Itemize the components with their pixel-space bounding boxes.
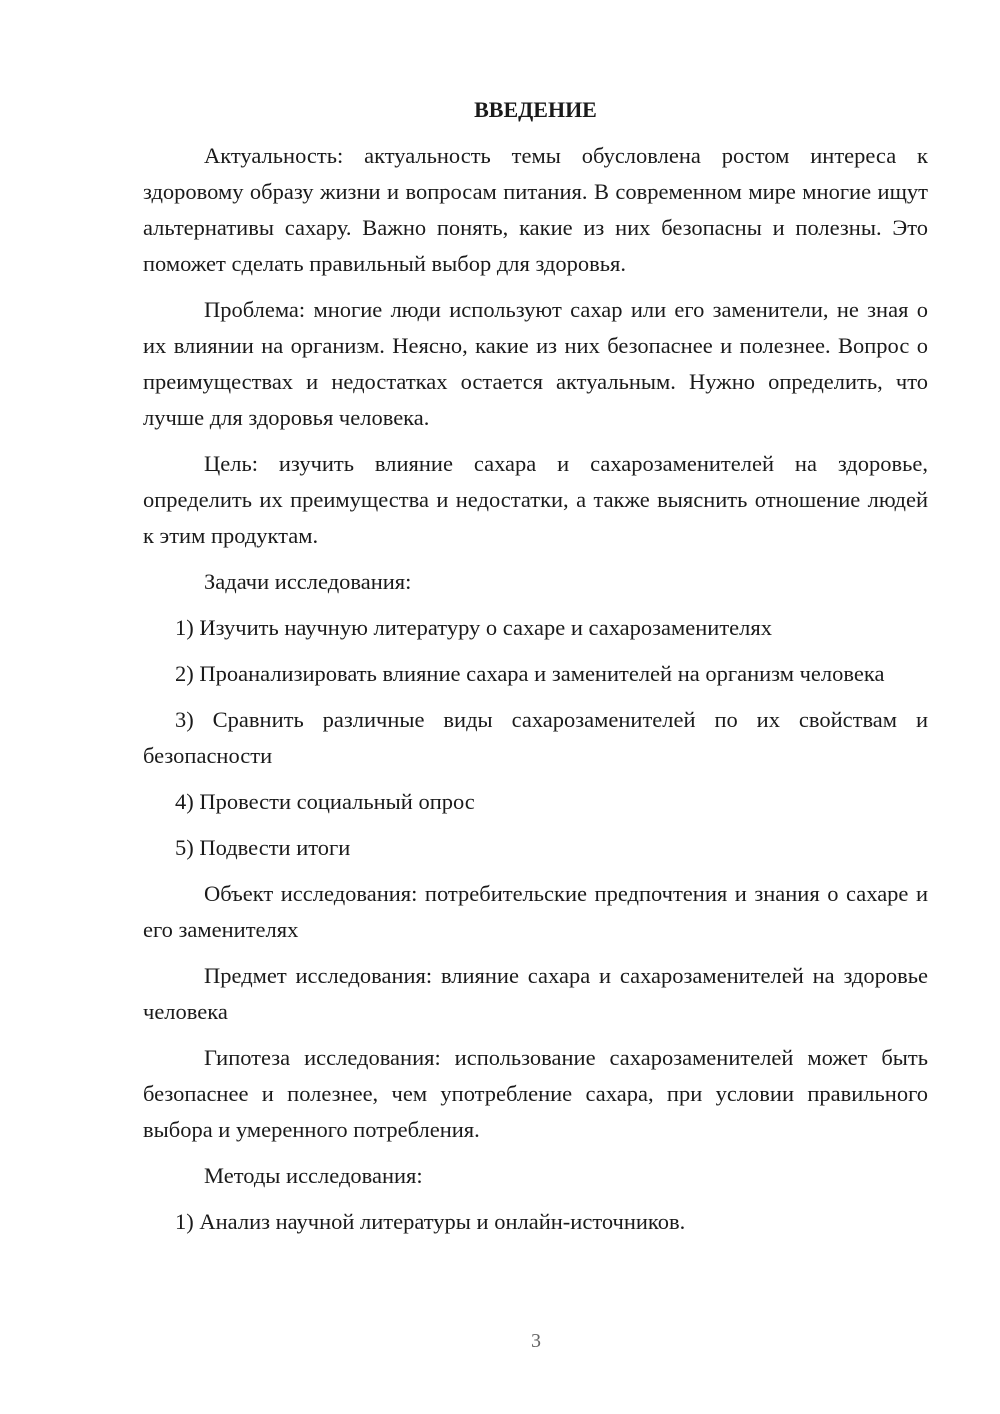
task-item-1: 1) Изучить научную литературу о сахаре и сахарозаменителях bbox=[175, 615, 772, 640]
document-page bbox=[143, 94, 928, 1250]
task-item-3: 3) Сравнить различные виды сахарозаменителей по их свойствам и безопасности bbox=[143, 707, 928, 768]
page-title: ВВЕДЕНИЕ bbox=[474, 97, 597, 122]
object-paragraph: Объект исследования: потребительские предпочтения и знания о сахаре и его заменителях bbox=[143, 881, 928, 942]
method-item-1: 1) Анализ научной литературы и онлайн-источников. bbox=[175, 1209, 686, 1234]
methods-heading: Методы исследования: bbox=[204, 1163, 423, 1188]
subject-paragraph: Предмет исследования: влияние сахара и сахарозаменителей на здоровье человека bbox=[143, 963, 928, 1024]
relevance-paragraph: Актуальность: актуальность темы обусловлена ростом интереса к здоровому образу жизни и вопросам питания. В современном мире многие ищут альтернативы сахару. Важно понять, какие из них безопасны и полезны. Это поможет сделать правильный выбор для здоровья. bbox=[143, 143, 928, 276]
goal-paragraph: Цель: изучить влияние сахара и сахарозаменителей на здоровье, определить их преимущества и недостатки, а также выяснить отношение людей к этим продуктам. bbox=[143, 451, 928, 548]
task-item-5: 5) Подвести итоги bbox=[175, 835, 351, 860]
problem-paragraph: Проблема: многие люди используют сахар или его заменители, не зная о их влиянии на организм. Неясно, какие из них безопаснее и полезнее. Вопрос о преимуществах и недостатках остается актуальным. Нужно определить, что лучше для здоровья человека. bbox=[143, 297, 928, 430]
hypothesis-paragraph: Гипотеза исследования: использование сахарозаменителей может быть безопаснее и полезнее, чем употребление сахара, при условии правильного выбора и умеренного потребления. bbox=[143, 1045, 928, 1142]
task-item-2: 2) Проанализировать влияние сахара и заменителей на организм человека bbox=[175, 661, 885, 686]
tasks-heading: Задачи исследования: bbox=[204, 569, 412, 594]
page-number: 3 bbox=[531, 1330, 541, 1352]
task-item-4: 4) Провести социальный опрос bbox=[175, 789, 475, 814]
